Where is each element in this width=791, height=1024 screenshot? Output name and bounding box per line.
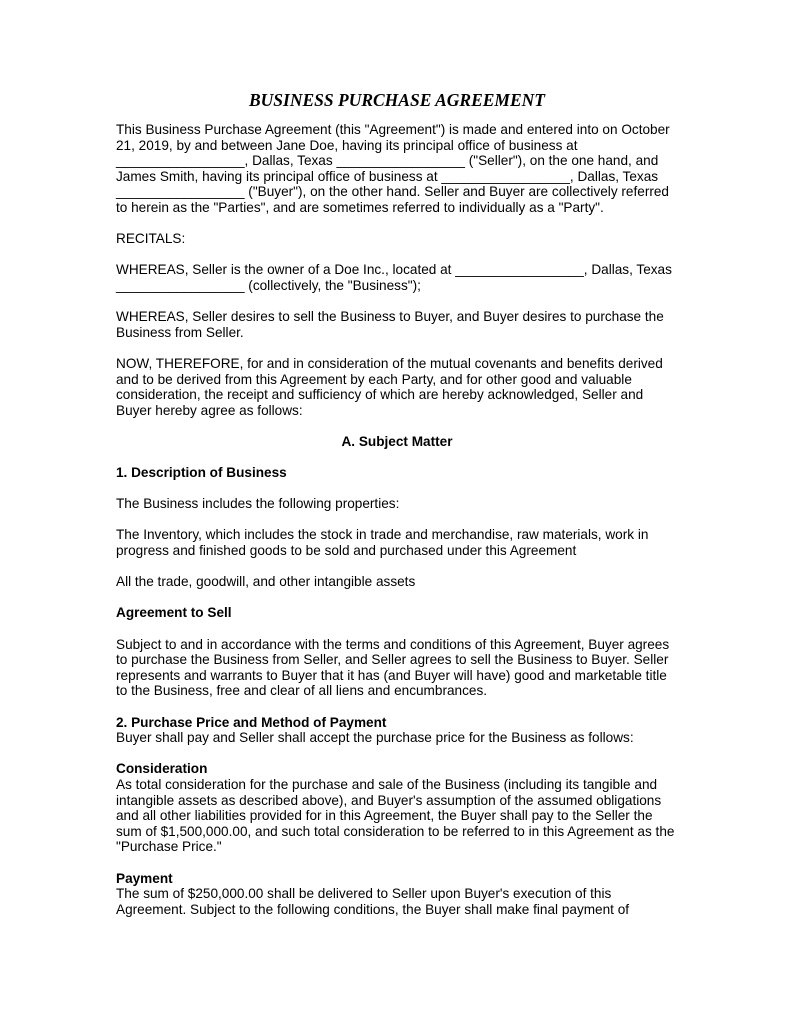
section-a-heading: A. Subject Matter xyxy=(341,433,453,449)
payment-heading: Payment xyxy=(116,870,173,886)
whereas-seller-desires: WHEREAS, Seller desires to sell the Business to Buyer, and Buyer desires to purchase the Business from Seller. xyxy=(116,309,664,340)
inventory-text: The Inventory, which includes the stock in trade and merchandise, raw materials, work in progress and finished goods to be sold and purchased under this Agreement xyxy=(116,527,649,559)
trade-goodwill-text: All the trade, goodwill, and other intangible assets xyxy=(116,574,416,590)
purchase-price-heading: 2. Purchase Price and Method of Payment xyxy=(116,714,387,730)
consideration-heading: Consideration xyxy=(116,761,208,777)
business-includes-text: The Business includes the following properties: xyxy=(116,496,400,512)
description-of-business-heading: 1. Description of Business xyxy=(116,465,287,481)
whereas-seller-owner: WHEREAS, Seller is the owner of a Doe Inc., located at _________________, Dallas, Texas _________________ (collectively, the "Business"); xyxy=(116,262,672,293)
purchase-price-text: Buyer shall pay and Seller shall accept the purchase price for the Business as follows: xyxy=(116,730,634,746)
now-therefore-paragraph: NOW, THEREFORE, for and in consideration of the mutual covenants and benefits derived and to be derived from this Agreement by each Party, and for other good and valuable consideration, the receipt and sufficiency of which are hereby acknowledged, Seller and Buyer hereby agree as follows: xyxy=(116,355,663,418)
document-page xyxy=(116,86,678,933)
agreement-to-sell-heading: Agreement to Sell xyxy=(116,605,232,621)
document-title: BUSINESS PURCHASE AGREEMENT xyxy=(249,90,545,110)
consideration-text: As total consideration for the purchase and sale of the Business (including its tangible and intangible assets as described above), and Buyer's assumption of the assumed obligations and all other liabilities provided for in this Agreement, the Buyer shall pay to the Seller the sum of $1,500,000.00, and such total consideration to be referred to in this Agreement as the "Purchase Price." xyxy=(116,776,675,855)
payment-text: The sum of $250,000.00 shall be delivered to Seller upon Buyer's execution of this Agreement. Subject to the following conditions, the Buyer shall make final payment of xyxy=(116,886,630,917)
intro-paragraph: This Business Purchase Agreement (this "Agreement") is made and entered into on October 21, 2019, by and between Jane Doe, having its principal office of business at _________________, Dallas, Texas _________________ ("Seller"), on the one hand, and James Smith, having its principal office of business at _________________, Dallas, Texas _________________ ("Buyer"), on the other hand. Seller and Buyer are collectively referred to herein as the "Parties", and are sometimes referred to individually as a "Party". xyxy=(116,122,670,215)
recitals-heading: RECITALS: xyxy=(116,231,186,247)
agreement-to-sell-text: Subject to and in accordance with the terms and conditions of this Agreement, Buyer agrees to purchase the Business from Seller, and Seller agrees to sell the Business to Buyer. Seller represents and warrants to Buyer that it has (and Buyer will have) good and marketable title to the Business, free and clear of all liens and encumbrances. xyxy=(116,636,670,699)
